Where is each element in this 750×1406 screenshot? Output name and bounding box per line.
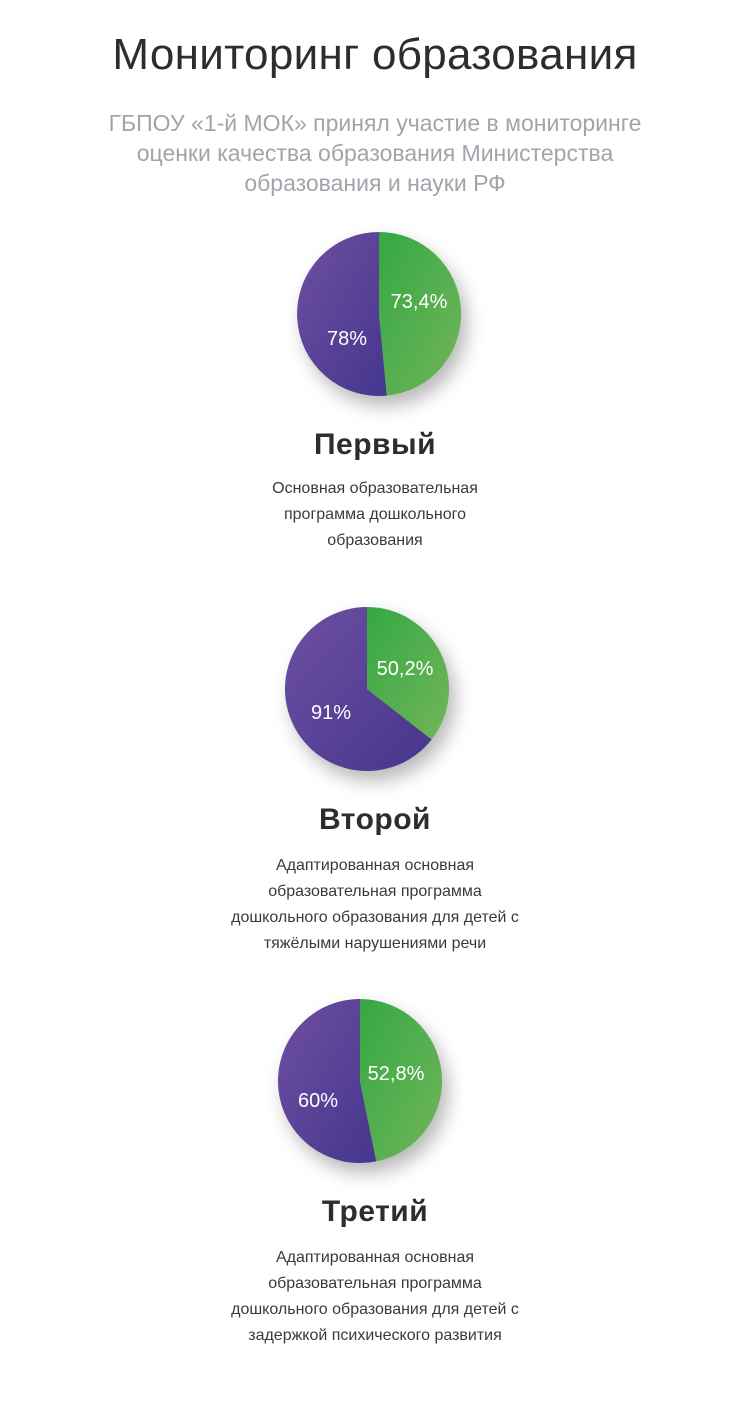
pie-label-purple: 60% bbox=[297, 1090, 339, 1112]
pie-chart-third bbox=[278, 999, 442, 1163]
pie-label-purple: 78% bbox=[326, 328, 368, 350]
page-title: Мониторинг образования bbox=[112, 30, 638, 79]
chart-title-third: Третий bbox=[321, 1195, 429, 1228]
chart-description-third: Адаптированная основная образовательная программа дошкольного образования для детей с задержкой психического развития bbox=[231, 1249, 519, 1344]
pie-label-green: 50,2% bbox=[376, 658, 434, 680]
pie-chart-first bbox=[297, 232, 461, 396]
pie-chart-second bbox=[285, 607, 449, 771]
chart-title-first: Первый bbox=[313, 428, 437, 461]
pie-slice-green bbox=[379, 232, 461, 396]
pie-label-purple: 91% bbox=[310, 702, 352, 724]
chart-title-second: Второй bbox=[319, 803, 431, 836]
pie-slice-purple bbox=[297, 232, 387, 396]
chart-description-second: Адаптированная основная образовательная программа дошкольного образования для детей с тяжёлыми нарушениями речи bbox=[231, 857, 519, 952]
pie-label-green: 73,4% bbox=[390, 291, 448, 313]
pie-label-green: 52,8% bbox=[367, 1063, 425, 1085]
chart-description-first: Основная образовательная программа дошкольного образования bbox=[272, 480, 478, 549]
page-subtitle: ГБПОУ «1-й МОК» принял участие в мониторинге оценки качества образования Министерства образования и науки РФ bbox=[108, 110, 642, 196]
